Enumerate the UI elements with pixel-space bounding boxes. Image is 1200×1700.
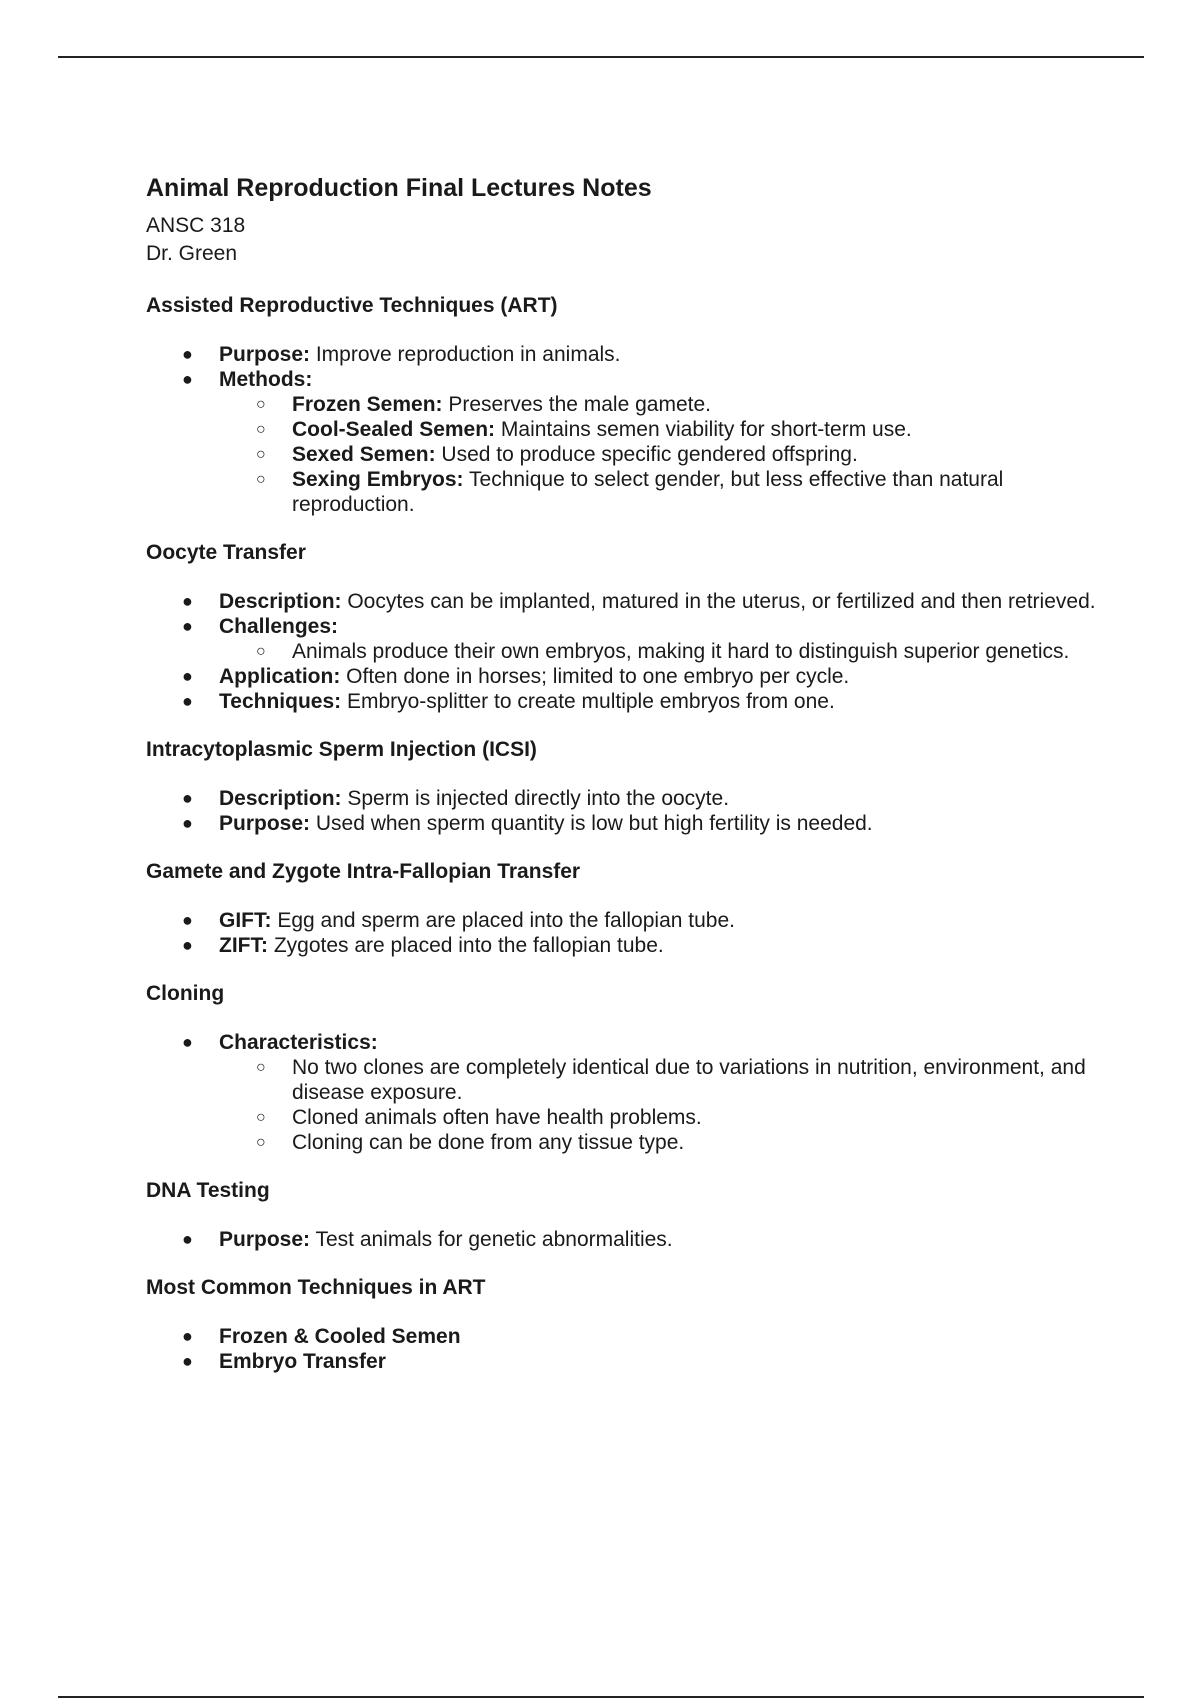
bullet-dot-icon: ● [182,691,193,711]
sub-list-item [256,639,1106,664]
document-meta [146,212,1106,268]
document-title: Animal Reproduction Final Lectures Notes [146,174,652,202]
list-item [182,589,1106,614]
bullet-dot-icon: ● [182,616,193,636]
list-item [182,1030,1106,1155]
item-label: Purpose: [219,343,311,366]
list-item [182,1227,1106,1252]
bullet-circle-icon: ○ [256,1134,266,1151]
sub-item-text: Animals produce their own embryos, making it hard to distinguish superior genetics. [292,640,1070,663]
sub-item-text: Technique to select gender, but less effective than natural reproduction. [292,468,1004,516]
bullet-circle-icon: ○ [256,643,266,660]
sub-bullet-list [219,639,1106,664]
section [146,1274,1106,1374]
item-label: Description: [219,590,342,613]
bullet-dot-icon: ● [182,813,193,833]
sub-list-item [256,1055,1106,1105]
section-heading: Most Common Techniques in ART [146,1276,486,1299]
bullet-circle-icon: ○ [256,396,266,413]
list-item [182,614,1106,664]
item-text: Used when sperm quantity is low but high fertility is needed. [310,812,873,835]
bullet-dot-icon: ● [182,1326,193,1346]
section-heading: DNA Testing [146,1179,270,1202]
bullet-list [146,589,1106,714]
bullet-list [146,1227,1106,1252]
sub-list-item [256,392,1106,417]
section-heading: Assisted Reproductive Techniques (ART) [146,294,558,317]
sub-item-text: Used to produce specific gendered offspring. [435,443,858,466]
course-code: ANSC 318 [146,214,246,237]
section [146,1177,1106,1252]
sub-list-item [256,467,1106,517]
item-label: Application: [219,665,341,688]
list-item [182,1349,1106,1374]
bullet-list [146,786,1106,836]
sub-list-item [256,1130,1106,1155]
section-heading: Oocyte Transfer [146,541,306,564]
bullet-dot-icon: ● [182,369,193,389]
sub-list-item [256,442,1106,467]
bullet-circle-icon: ○ [256,1059,266,1076]
item-text: Egg and sperm are placed into the fallopian tube. [271,909,735,932]
item-label: Purpose: [219,1228,311,1251]
list-item [182,811,1106,836]
bullet-dot-icon: ● [182,935,193,955]
item-label: Techniques: [219,690,342,713]
bullet-circle-icon: ○ [256,446,266,463]
item-text: Often done in horses; limited to one embryo per cycle. [340,665,850,688]
bullet-dot-icon: ● [182,1229,193,1249]
item-text: Embryo-splitter to create multiple embryos from one. [341,690,835,713]
bullet-dot-icon: ● [182,910,193,930]
item-text: Zygotes are placed into the fallopian tube. [267,934,664,957]
section-heading: Intracytoplasmic Sperm Injection (ICSI) [146,738,537,761]
sub-item-text: Preserves the male gamete. [442,393,711,416]
list-item [182,664,1106,689]
item-label: Methods: [219,368,313,391]
sub-list-item [256,1105,1106,1130]
item-text: Improve reproduction in animals. [310,343,621,366]
bullet-dot-icon: ● [182,1032,193,1052]
bullet-list [146,908,1106,958]
item-label: GIFT: [219,909,272,932]
section [146,980,1106,1155]
document-body [146,172,1106,1396]
list-item [182,933,1106,958]
bullet-list [146,342,1106,517]
section-heading: Cloning [146,982,225,1005]
bullet-dot-icon: ● [182,788,193,808]
bottom-divider [58,1696,1144,1698]
bullet-list [146,1324,1106,1374]
bullet-list [146,1030,1106,1155]
sections-container [146,292,1106,1374]
list-item [182,1324,1106,1349]
section [146,858,1106,958]
item-label: Characteristics: [219,1031,378,1054]
instructor-name: Dr. Green [146,242,238,265]
section-heading: Gamete and Zygote Intra-Fallopian Transfer [146,860,581,883]
sub-item-text: No two clones are completely identical due to variations in nutrition, environment, and disease exposure. [292,1056,1086,1104]
list-item [182,908,1106,933]
item-label: Purpose: [219,812,311,835]
item-label: ZIFT: [219,934,268,957]
section [146,292,1106,517]
section [146,736,1106,836]
sub-item-label: Cool-Sealed Semen: [292,418,496,441]
bullet-dot-icon: ● [182,1351,193,1371]
bullet-dot-icon: ● [182,666,193,686]
bullet-dot-icon: ● [182,591,193,611]
item-label: Description: [219,787,342,810]
item-text: Sperm is injected directly into the oocyte. [341,787,730,810]
bullet-dot-icon: ● [182,344,193,364]
sub-item-text: Cloned animals often have health problems. [292,1106,702,1129]
sub-item-label: Frozen Semen: [292,393,443,416]
list-item [182,689,1106,714]
sub-item-text: Maintains semen viability for short-term use. [495,418,912,441]
item-text: Test animals for genetic abnormalities. [310,1228,673,1251]
item-label: Embryo Transfer [219,1350,386,1373]
top-divider [58,56,1144,58]
item-text: Oocytes can be implanted, matured in the uterus, or fertilized and then retrieved. [341,590,1096,613]
bullet-circle-icon: ○ [256,1109,266,1126]
item-label: Challenges: [219,615,339,638]
list-item [182,342,1106,367]
list-item [182,367,1106,517]
sub-bullet-list [219,1055,1106,1155]
sub-item-text: Cloning can be done from any tissue type. [292,1131,685,1154]
bullet-circle-icon: ○ [256,421,266,438]
bullet-circle-icon: ○ [256,471,266,488]
section [146,539,1106,714]
sub-item-label: Sexed Semen: [292,443,436,466]
item-label: Frozen & Cooled Semen [219,1325,461,1348]
sub-bullet-list [219,392,1106,517]
sub-list-item [256,417,1106,442]
list-item [182,786,1106,811]
sub-item-label: Sexing Embryos: [292,468,464,491]
